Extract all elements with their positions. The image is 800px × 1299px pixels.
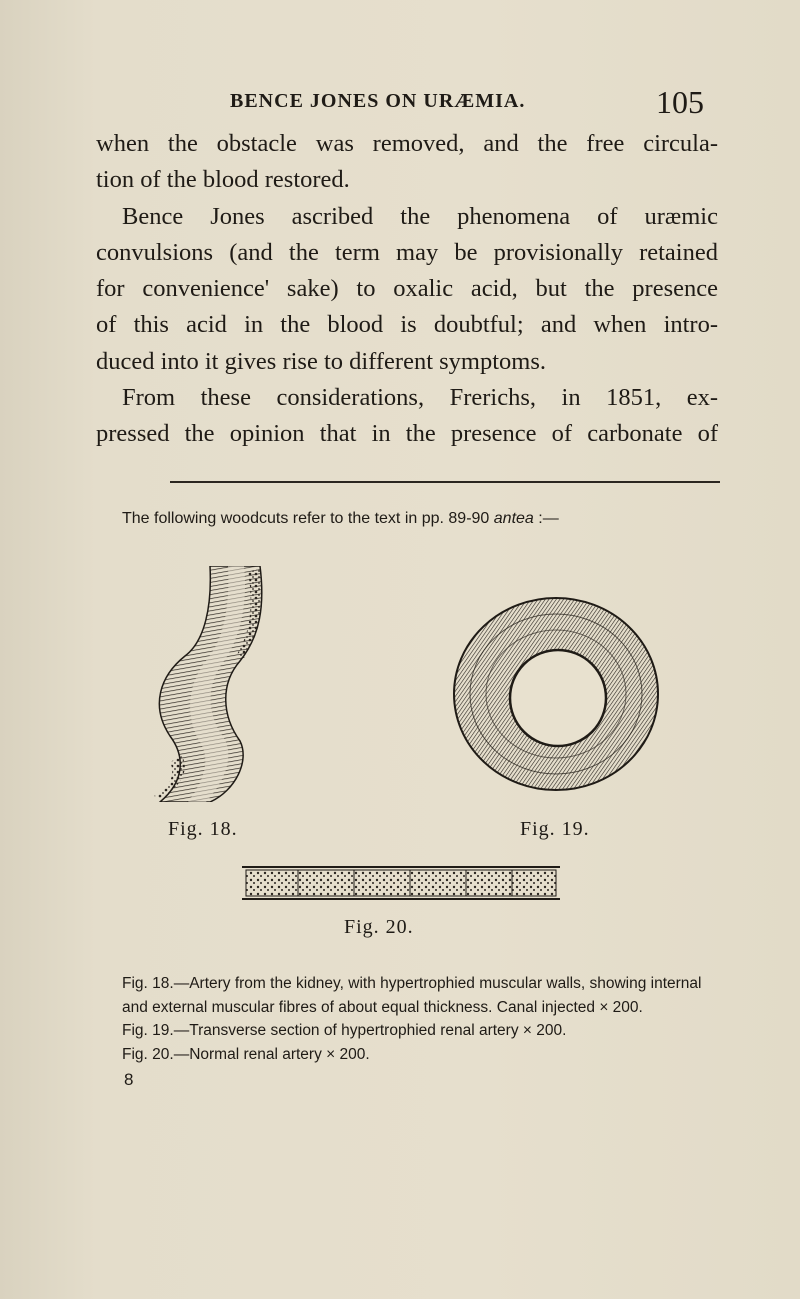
body-line-5: for convenience' sake) to oxalic acid, but the presence [96, 275, 718, 303]
body-line-6: of this acid in the blood is doubtful; and when intro- [96, 311, 718, 339]
section-divider [170, 481, 720, 483]
caption-fig-19: Fig. 19.—Transverse section of hypertrophied renal artery × 200. [122, 1022, 567, 1039]
body-line-7: duced into it gives rise to different symptoms. [96, 347, 547, 375]
figure-19-label: Fig. 19. [520, 818, 590, 840]
woodcut-note-italic: antea [493, 510, 534, 527]
woodcut-note-tail: :— [538, 510, 559, 527]
woodcut-note [122, 510, 559, 528]
body-line-1: when the obstacle was removed, and the free circula- [96, 130, 718, 157]
page-number: 105 [656, 84, 704, 120]
figure-18-artery-woodcut [140, 566, 270, 807]
signature-mark: 8 [124, 1070, 134, 1089]
body-line-4: convulsions (and the term may be provisionally retained [96, 238, 718, 266]
figure-20-label: Fig. 20. [344, 916, 414, 938]
figure-19-section-woodcut [452, 596, 660, 797]
running-head [0, 86, 800, 122]
woodcut-note-text: The following woodcuts refer to the text in pp. 89-90 [122, 510, 490, 527]
figure-20-artery-woodcut [242, 864, 560, 907]
figure-captions [122, 972, 707, 1066]
running-title: BENCE JONES ON URÆMIA. [230, 90, 526, 112]
body-line-9: pressed the opinion that in the presence of carbonate of [96, 420, 718, 448]
body-text [96, 126, 718, 453]
body-line-3: Bence Jones ascribed the phenomena of uræmic [122, 202, 718, 230]
body-line-2: tion of the blood restored. [96, 166, 350, 194]
figure-18-label: Fig. 18. [168, 818, 238, 840]
caption-fig-20: Fig. 20.—Normal renal artery × 200. [122, 1045, 370, 1063]
caption-fig-18: Fig. 18.—Artery from the kidney, with hypertrophied muscular walls, showing internal and external muscular fibres of about equal thickness. Canal injected × 200. [122, 975, 702, 1016]
body-line-8: From these considerations, Frerichs, in 1851, ex- [122, 384, 718, 412]
